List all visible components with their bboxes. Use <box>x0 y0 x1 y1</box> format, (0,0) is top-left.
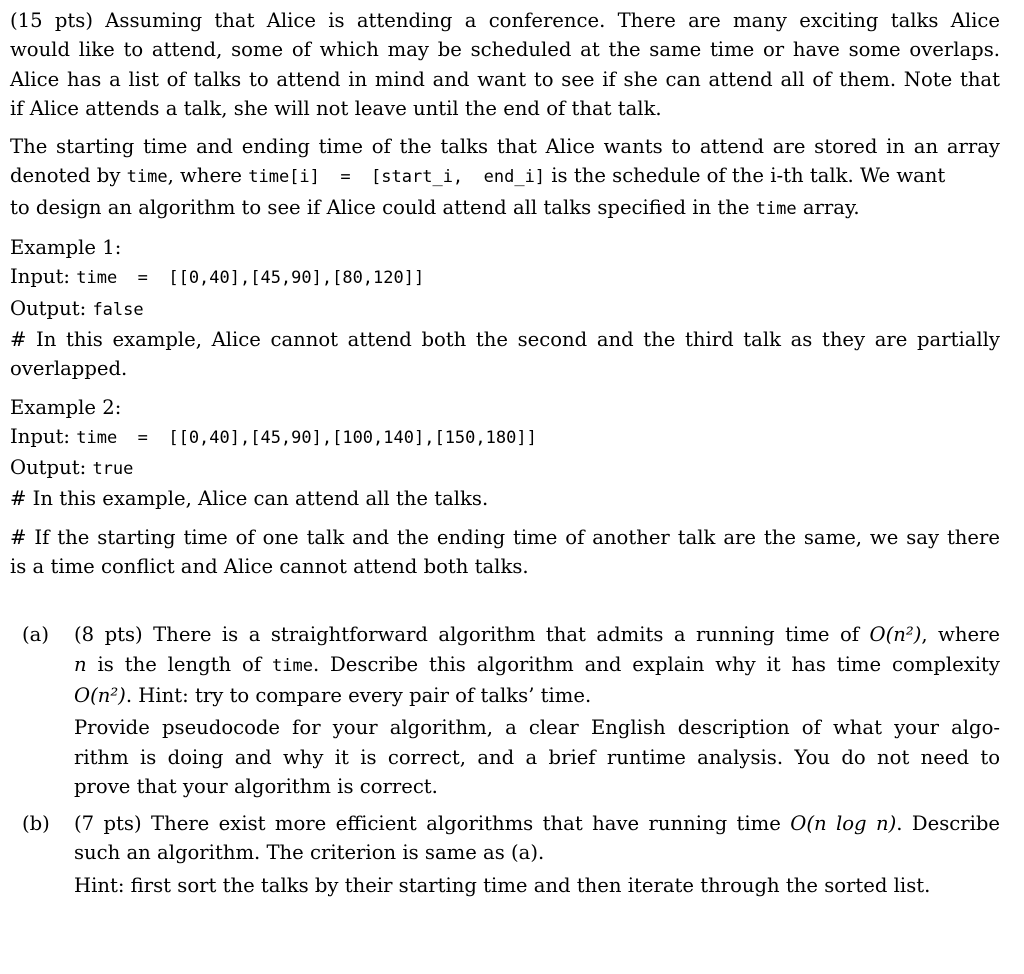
example-2 <box>10 393 1000 514</box>
part-a-question <box>74 620 1000 710</box>
example-1-output: Output: false <box>10 296 144 320</box>
example-1-note-line-2: overlapped. <box>10 357 128 381</box>
part-b-line-1: (7 pts) There exist more efficient algorithms that have running time O(n log n). Describe <box>74 812 1001 836</box>
problem-paragraph <box>10 132 1000 224</box>
problem-line-2: denoted by time, where time[i] = [start_i, end_i] is the schedule of the i-th talk. We want <box>10 164 946 188</box>
intro-line-4: if Alice attends a talk, she will not leave until the end of that talk. <box>10 96 662 120</box>
conflict-note <box>10 523 1000 582</box>
part-a-line-2: n is the length of time. Describe this algorithm and explain why it has time complexity <box>74 652 1000 676</box>
document-page <box>10 6 1000 908</box>
part-a-label: (a) <box>22 623 49 647</box>
part-b-question <box>74 809 1000 868</box>
code-time-2: time <box>755 198 797 219</box>
intro-line-1: (15 pts) Assuming that Alice is attending a conference. There are many exciting talks Alice <box>10 9 1000 32</box>
part-b-label: (b) <box>22 812 50 836</box>
part-b-line-2: such an algorithm. The criterion is same as (a). <box>74 841 545 865</box>
part-a-req-line-3: prove that your algorithm is correct. <box>74 774 438 798</box>
part-a-line-1: (8 pts) There is a straightforward algorithm that admits a running time of O(n²), where <box>74 623 1000 647</box>
part-b <box>22 809 1000 900</box>
example-1-note-line-1: # In this example, Alice cannot attend both the second and the third talk as they are partially <box>10 327 1000 351</box>
part-b-hint-line: Hint: first sort the talks by their starting time and then iterate through the sorted list. <box>74 873 931 897</box>
part-a <box>22 620 1000 801</box>
part-a-line-3: O(n²). Hint: try to compare every pair of talks’ time. <box>74 683 592 707</box>
part-a-req-line-1: Provide pseudocode for your algorithm, a clear English description of what your algo- <box>74 716 1000 740</box>
conflict-note-line-2: is a time conflict and Alice cannot attend both talks. <box>10 555 529 579</box>
example-2-title: Example 2: <box>10 395 122 419</box>
example-2-note: # In this example, Alice can attend all the talks. <box>10 487 489 511</box>
part-b-hint <box>74 871 1000 900</box>
example-2-output: Output: true <box>10 456 134 480</box>
part-a-req-line-2: rithm is doing and why it is correct, and a brief runtime analysis. You do not need to <box>74 745 1000 769</box>
intro-paragraph <box>10 6 1000 123</box>
subquestion-list <box>22 620 1000 900</box>
problem-line-1: The starting time and ending time of the talks that Alice wants to attend are stored in an array <box>10 135 1000 159</box>
example-1-input: Input: time = [[0,40],[45,90],[80,120]] <box>10 265 425 289</box>
example-2-input: Input: time = [[0,40],[45,90],[100,140],[150,180]] <box>10 424 537 448</box>
example-1 <box>10 233 1000 383</box>
intro-line-3: Alice has a list of talks to attend in mind and want to see if she can attend all of them. Note that <box>10 67 1000 91</box>
part-a-requirements <box>74 713 1000 801</box>
code-time-definition: time[i] = [start_i, end_i] <box>248 167 546 188</box>
intro-line-2: would like to attend, some of which may be scheduled at the same time or have some overlaps. <box>10 38 1000 62</box>
code-time: time <box>126 167 168 188</box>
problem-line-3: to design an algorithm to see if Alice could attend all talks specified in the time array. <box>10 195 860 219</box>
example-1-title: Example 1: <box>10 236 122 260</box>
conflict-note-line-1: # If the starting time of one talk and the ending time of another talk are the same, we say there <box>10 525 1000 549</box>
